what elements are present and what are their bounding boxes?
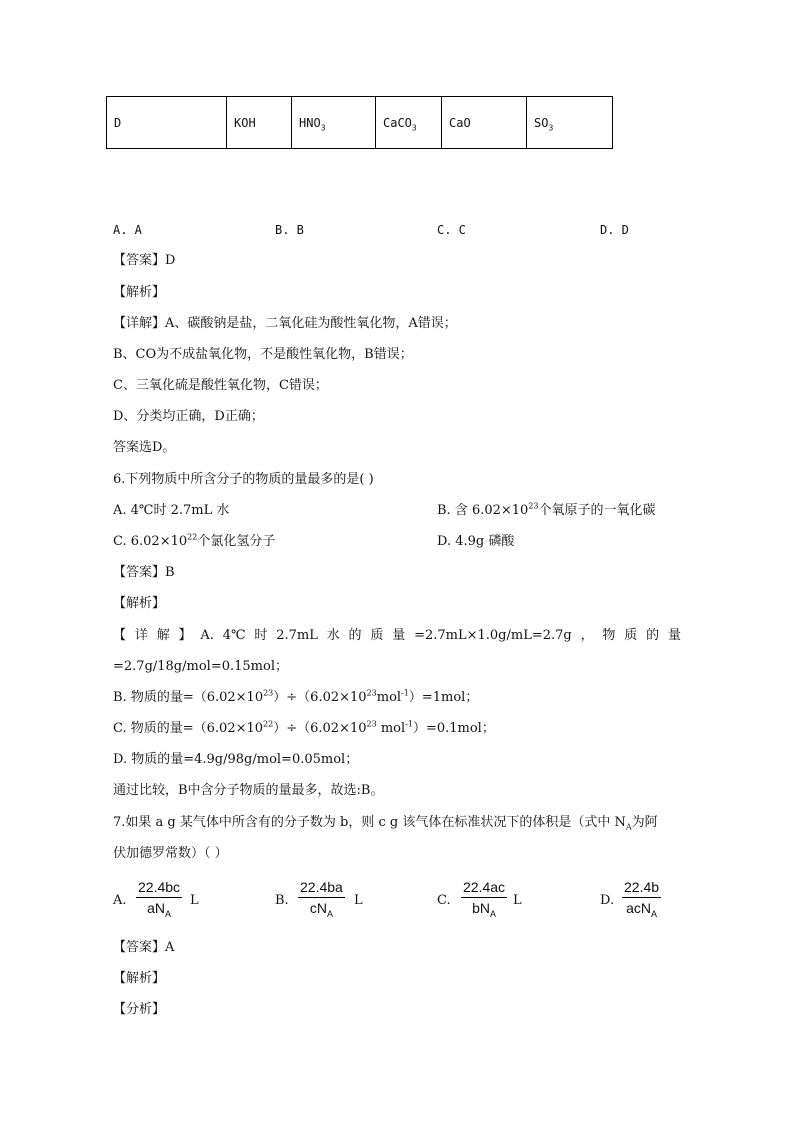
q6-calc-b: B. 物质的量$=(6.02\times 10^{23})\div(6.02\times 10^{23}mol^{-1})=1mol$； <box>113 688 479 705</box>
q6-option-c: C. $6.02\times 10^{22}$个氯化氢分子 <box>113 532 276 549</box>
row-label: D <box>107 97 227 149</box>
q5-detail-line: C、三氧化硫是酸性氧化物，C错误； <box>113 378 328 393</box>
q5-detail-line: B、CO为不成盐氧化物，不是酸性氧化物，B错误； <box>113 347 413 362</box>
q6-calc-c: C. 物质的量$=(6.02\times 10^{22})\div(6.02\times 10^{23}$ mol$^{-1}$）=0.1mol； <box>113 719 495 736</box>
alkali-cell: KOH <box>227 97 292 149</box>
q6-calc-d: D. 物质的量=4.9g/98g/mol=0.05mol； <box>113 752 359 767</box>
q7-option-c-label: C. <box>437 893 451 908</box>
q5-analysis-heading: 【解析】 <box>113 285 166 300</box>
q7-stem-line-2: 伏加德罗常数）（ ） <box>113 846 228 861</box>
q5-detail-line: 【详解】A、碳酸钠是盐，二氧化硅为酸性氧化物，A错误； <box>113 316 457 331</box>
q6-stem: 6.下列物质中所含分子的物质的量最多的是( ) <box>113 472 374 487</box>
basic-oxide-cell: CaO <box>442 97 527 149</box>
q5-conclusion: 答案选D。 <box>113 440 176 455</box>
q7-answer: 【答案】A <box>113 940 175 955</box>
q7-option-c-unit: L <box>513 893 522 908</box>
q6-option-a: A. 4℃时 2.7mL 水 <box>113 503 230 518</box>
q6-option-d: D. 4.9g 磷酸 <box>437 534 515 549</box>
q7-analysis-heading: 【解析】 <box>113 971 166 986</box>
q7-option-a-fraction: 22.4bc $aN_A$ <box>138 879 181 919</box>
q7-option-c-fraction: 22.4ac $bN_A$ <box>463 879 506 919</box>
q7-option-b-label: B. <box>275 893 289 908</box>
q5-option-a: A. A <box>113 223 142 237</box>
q7-option-a-unit: L <box>190 893 199 908</box>
acid-cell: $HNO_3$ <box>292 97 376 149</box>
q6-detail-line: 【 详 解 】 A. 4℃ 时 2.7mL 水 的 质 量 =2.7mL×1.0g/mL=2.7g ， 物 质 的 量 <box>113 628 681 643</box>
acidic-oxide-cell: $SO_3$ <box>527 97 613 149</box>
q5-option-c: C. C <box>437 223 466 237</box>
q7-option-b-unit: L <box>354 893 363 908</box>
q7-option-d-label: D. <box>600 893 615 908</box>
q6-analysis-heading: 【解析】 <box>113 596 166 611</box>
q7-option-b-fraction: 22.4ba $cN_A$ <box>300 879 343 919</box>
q6-option-b: B. 含 $6.02\times 10^{23}$个氧原子的一氧化碳 <box>437 501 656 518</box>
q7-option-a-label: A. <box>113 893 127 908</box>
q5-option-b: B. B <box>275 223 304 237</box>
q6-answer: 【答案】B <box>113 565 175 580</box>
q5-detail-line: D、分类均正确，D正确； <box>113 409 264 424</box>
salt-cell: CaCO$_3$ <box>376 97 442 149</box>
q6-detail-line: =2.7g/18g/mol=0.15mol； <box>113 659 288 674</box>
table-row <box>107 97 613 149</box>
q5-answer: 【答案】D <box>113 253 176 268</box>
q7-stem-line-1: 7.如果 a g 某气体中所含有的分子数为 b，则 c g 该气体在标准状况下的体积是（式中 $N_A$为阿 <box>113 815 658 832</box>
q7-fenxi-heading: 【分析】 <box>113 1002 166 1017</box>
classification-table <box>106 96 613 149</box>
q5-option-d: D. D <box>600 223 629 237</box>
q6-conclusion: 通过比较，B中含分子物质的量最多，故选:B。 <box>113 783 384 798</box>
q7-option-d-fraction: 22.4b acN$_A$ <box>624 879 660 919</box>
